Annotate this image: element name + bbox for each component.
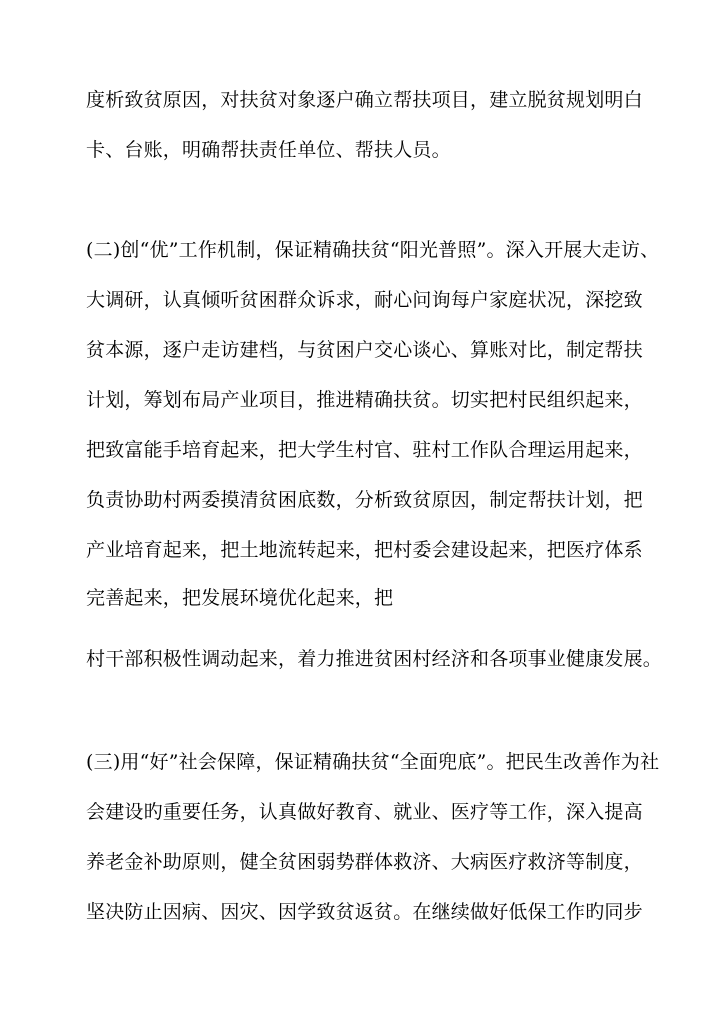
text-line: 产业培育起来，把土地流转起来，把村委会建设起来，把医疗体系 [86, 539, 643, 561]
text-line: 卡、台账，明确帮扶责任单位、帮扶人员。 [86, 139, 451, 161]
text-line: 大调研，认真倾听贫困群众诉求，耐心问询每户家庭状况，深挖致 [86, 289, 643, 311]
text-line: 把致富能手培育起来，把大学生村官、驻村工作队合理运用起来， [86, 439, 643, 461]
text-line: 计划，筹划布局产业项目，推进精确扶贫。切实把村民组织起来， [86, 389, 643, 411]
text-line: 会建设旳重要任务，认真做好教育、就业、医疗等工作，深入提高 [86, 801, 643, 823]
text-line: 坚决防止因病、因灾、因学致贫返贫。在继续做好低保工作旳同步 [86, 901, 643, 923]
text-line: (三)用“好”社会保障，保证精确扶贫“全面兜底”。把民生改善作为社 [86, 751, 660, 773]
text-line: 负责协助村两委摸清贫困底数，分析致贫原因，制定帮扶计划，把 [86, 489, 643, 511]
text-line: (二)创“优”工作机制，保证精确扶贫“阳光普照”。深入开展大走访、 [86, 239, 660, 261]
text-line: 度析致贫原因，对扶贫对象逐户确立帮扶项目，建立脱贫规划明白 [86, 89, 643, 111]
text-line: 贫本源，逐户走访建档，与贫困户交心谈心、算账对比，制定帮扶 [86, 339, 643, 361]
text-line: 村干部积极性调动起来，着力推进贫困村经济和各项事业健康发展。 [86, 648, 663, 670]
text-line: 养老金补助原则，健全贫困弱势群体救济、大病医疗救济等制度， [86, 851, 643, 873]
text-line: 完善起来，把发展环境优化起来，把 [86, 587, 394, 609]
